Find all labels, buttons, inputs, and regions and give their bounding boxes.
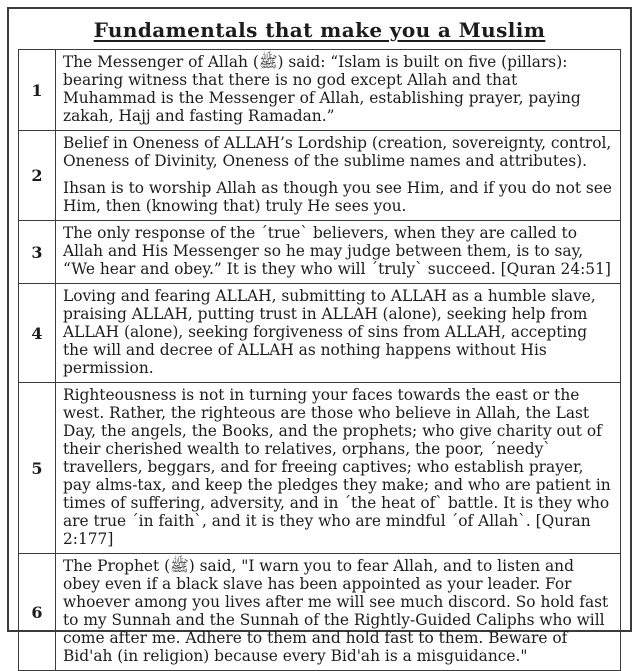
row-number: 2: [19, 131, 56, 221]
row-content: [56, 383, 621, 554]
row-number: 3: [19, 221, 56, 284]
row-content: [56, 284, 621, 383]
row-number: 6: [19, 554, 56, 671]
table-row: [19, 554, 621, 671]
row-paragraph: The Prophet (ﷺ) said, "I warn you to fear Allah, and to listen and obey even if a black slave has been appointed as your leader. For whoever among you lives after me will see much discord. So hold fast to my Sunnah and the Sunnah of the Rightly-Guided Caliphs who will come after me. Adhere to them and hold fast to them. Beware of Bid'ah (in religion) because every Bid'ah is a misguidance.": [63, 557, 609, 666]
row-number: 5: [19, 383, 56, 554]
row-paragraph: The only response of the ´true` believers, when they are called to Allah and His Messenger so he may judge between them, is to say, “We hear and obey.” It is they who will ´truly` succeed. [Quran 24:51]: [63, 224, 611, 279]
row-content: [56, 131, 621, 221]
row-content: [56, 554, 621, 671]
table-row: [19, 131, 621, 221]
table-row: [19, 284, 621, 383]
row-paragraph: Ihsan is to worship Allah as though you see Him, and if you do not see Him, then (knowing that) truly He sees you.: [63, 179, 613, 216]
row-paragraph: Loving and fearing ALLAH, submitting to ALLAH as a humble slave, praising ALLAH, putting trust in ALLAH (alone), seeking help from ALLAH (alone), seeking forgiveness of sins from ALLAH, accepting the will and decree of ALLAH as nothing happens without His permission.: [63, 287, 596, 378]
document-frame: [7, 7, 632, 666]
row-content: [56, 50, 621, 131]
row-content: [56, 221, 621, 284]
row-number: 4: [19, 284, 56, 383]
table-row: [19, 50, 621, 131]
page-title: Fundamentals that make you a Muslim: [93, 18, 546, 42]
fundamentals-table: [18, 49, 621, 671]
row-paragraph: The Messenger of Allah (ﷺ) said: “Islam is built on five (pillars): bearing witness that there is no god except Allah and that Muhammad is the Messenger of Allah, establishing prayer, paying zakah, Hajj and fasting Ramadan.”: [63, 53, 581, 126]
table-row: [19, 383, 621, 554]
row-number: 1: [19, 50, 56, 131]
row-paragraph: Righteousness is not in turning your faces towards the east or the west. Rather, the righteous are those who believe in Allah, the Last Day, the angels, the Books, and the prophets; who give charity out of their cherished wealth to relatives, orphans, the poor, ´needy` travellers, beggars, and for freeing captives; who establish prayer, pay alms-tax, and keep the pledges they make; and who are patient in times of suffering, adversity, and in ´the heat of` battle. It is they who are true ´in faith`, and it is they who are mindful ´of Allah`. [Quran 2:177]: [63, 386, 611, 549]
row-paragraph: Belief in Oneness of ALLAH’s Lordship (creation, sovereignty, control, Oneness of Divinity, Oneness of the sublime names and attributes).: [63, 134, 612, 171]
table-row: [19, 221, 621, 284]
